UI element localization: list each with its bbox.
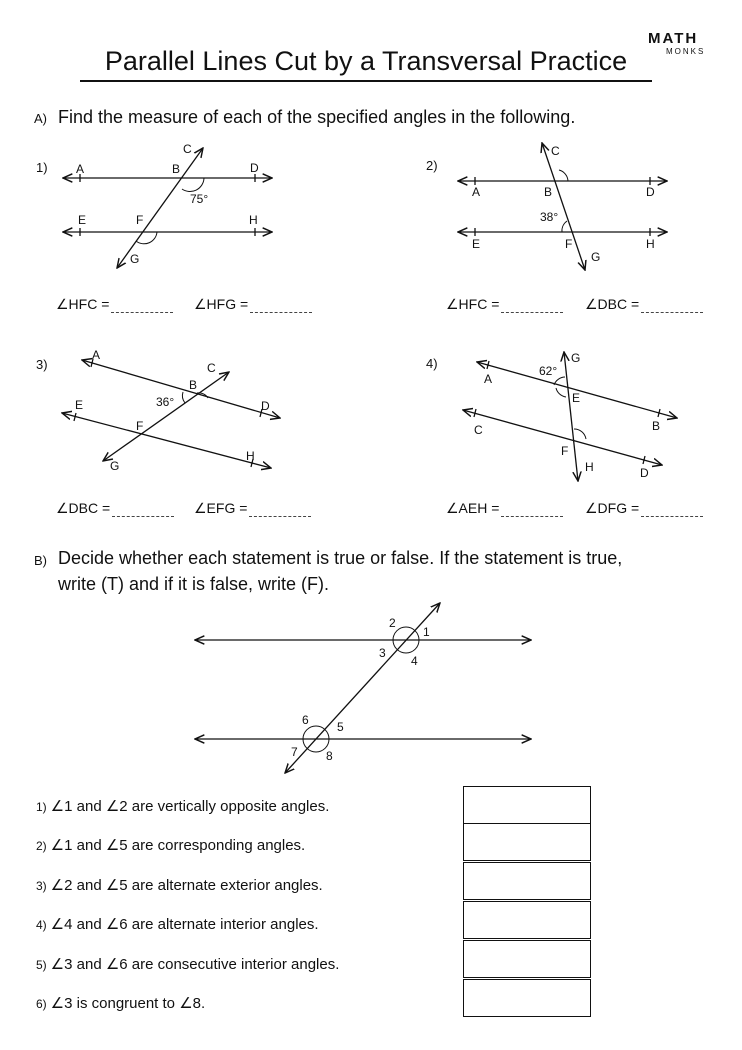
p1-angle-value: 75° (190, 192, 209, 206)
statement-text: ∠3 and ∠6 are consecutive interior angles. (50, 956, 340, 973)
p2-answer-2 (585, 296, 703, 313)
p2-answer-1-prompt: ∠HFC = (446, 296, 500, 312)
p2-label-d: D (646, 185, 655, 199)
p3-label-e: E (75, 398, 84, 412)
statement-3 (36, 876, 323, 894)
p1-label-g: G (130, 252, 140, 266)
p3-answer-1-prompt: ∠DBC = (56, 500, 111, 516)
problem-1-number: 1) (36, 160, 48, 175)
answer-box-3[interactable] (463, 862, 591, 900)
problem-3-number: 3) (36, 357, 48, 372)
p1-label-f: F (136, 213, 144, 227)
section-b-letter: B) (34, 553, 47, 568)
p1-label-h: H (249, 213, 258, 227)
problem-2-diagram (458, 143, 667, 270)
p4-answer-2-prompt: ∠DFG = (585, 500, 640, 516)
p3-label-f: F (136, 419, 144, 433)
section-b-instruction-line1: Decide whether each statement is true or false. If the statement is true, (58, 548, 623, 568)
statement-5 (36, 955, 339, 973)
p2-label-f: F (565, 237, 573, 251)
section-a-instruction: Find the measure of each of the specified angles in the following. (58, 107, 576, 127)
p3-answer-2 (194, 500, 311, 517)
answer-box-5[interactable] (463, 940, 591, 978)
answer-blank[interactable] (249, 504, 311, 517)
p2-label-c: C (551, 144, 560, 158)
p2-label-g: G (591, 250, 601, 264)
p4-label-f: F (561, 444, 569, 458)
page-title: Parallel Lines Cut by a Transversal Practice (104, 46, 628, 76)
p3-label-c: C (207, 361, 216, 375)
answer-blank[interactable] (501, 504, 563, 517)
statement-text: ∠3 is congruent to ∠8. (50, 995, 206, 1012)
answer-blank[interactable] (112, 504, 174, 517)
statement-number: 4) (36, 918, 47, 932)
p1-answer-2-prompt: ∠HFG = (194, 296, 249, 312)
p2-angle-value: 38° (540, 210, 559, 224)
p3-label-a: A (92, 348, 101, 362)
p2-label-h: H (646, 237, 655, 251)
p4-label-h: H (585, 460, 594, 474)
answer-blank[interactable] (501, 300, 563, 313)
p4-label-c: C (474, 423, 483, 437)
p4-angle-value: 62° (539, 364, 558, 378)
p1-label-c: C (183, 142, 192, 156)
p3-label-g: G (110, 459, 120, 473)
problem-1-diagram (63, 142, 272, 268)
p3-label-d: D (261, 399, 270, 413)
statement-4 (36, 915, 319, 933)
p1-answer-1 (56, 296, 173, 313)
answer-box-1[interactable] (463, 786, 591, 824)
section-a-letter: A) (34, 111, 47, 126)
answer-blank[interactable] (250, 300, 312, 313)
problem-2-number: 2) (426, 158, 438, 173)
logo-wordmark: MATH (648, 30, 699, 47)
p1-answer-2 (194, 296, 312, 313)
p4-label-b: B (652, 419, 661, 433)
answer-blank[interactable] (641, 504, 703, 517)
problem-4-diagram (463, 351, 677, 481)
p4-answer-2 (585, 500, 703, 517)
statement-text: ∠4 and ∠6 are alternate interior angles. (50, 916, 319, 933)
answer-box-2[interactable] (463, 823, 591, 861)
p3-answer-1 (56, 500, 174, 517)
p4-answer-1-prompt: ∠AEH = (446, 500, 500, 516)
logo-subtext: MONKS (666, 47, 706, 56)
p2-label-b: B (544, 185, 553, 199)
p1-label-a: A (76, 162, 85, 176)
b-angle-5: 5 (337, 720, 344, 734)
p3-angle-value: 36° (156, 395, 175, 409)
section-b-instruction-line2: write (T) and if it is false, write (F). (58, 574, 330, 594)
p1-label-b: B (172, 162, 181, 176)
statement-number: 6) (36, 997, 47, 1011)
p2-label-e: E (472, 237, 481, 251)
answer-blank[interactable] (641, 300, 703, 313)
statement-number: 2) (36, 839, 47, 853)
p4-label-d: D (640, 466, 649, 480)
statement-1 (36, 797, 329, 815)
p1-label-e: E (78, 213, 87, 227)
statement-number: 1) (36, 800, 47, 814)
p2-answer-2-prompt: ∠DBC = (585, 296, 640, 312)
problem-4-number: 4) (426, 356, 438, 371)
statement-text: ∠1 and ∠2 are vertically opposite angles. (50, 798, 330, 815)
answer-blank[interactable] (111, 300, 173, 313)
b-angle-8: 8 (326, 749, 333, 763)
b-angle-1: 1 (423, 625, 430, 639)
b-angle-4: 4 (411, 654, 418, 668)
b-angle-2: 2 (389, 616, 396, 630)
p2-answer-1 (446, 296, 563, 313)
statement-number: 3) (36, 879, 47, 893)
section-b-diagram (195, 603, 531, 773)
statement-number: 5) (36, 958, 47, 972)
p4-label-g: G (571, 351, 581, 365)
statement-text: ∠2 and ∠5 are alternate exterior angles. (50, 877, 323, 894)
b-angle-3: 3 (379, 646, 386, 660)
answer-box-6[interactable] (463, 979, 591, 1017)
p3-label-h: H (246, 449, 255, 463)
statement-6 (36, 994, 205, 1012)
p2-label-a: A (472, 185, 481, 199)
p1-label-d: D (250, 161, 259, 175)
p4-label-e: E (572, 391, 581, 405)
p4-label-a: A (484, 372, 493, 386)
statement-text: ∠1 and ∠5 are corresponding angles. (50, 837, 306, 854)
answer-box-4[interactable] (463, 901, 591, 939)
b-angle-7: 7 (291, 745, 298, 759)
b-angle-6: 6 (302, 713, 309, 727)
p3-answer-2-prompt: ∠EFG = (194, 500, 248, 516)
p3-label-b: B (189, 378, 198, 392)
problem-3-diagram (62, 348, 280, 473)
p4-answer-1 (446, 500, 563, 517)
p1-answer-1-prompt: ∠HFC = (56, 296, 110, 312)
statement-2 (36, 836, 305, 854)
